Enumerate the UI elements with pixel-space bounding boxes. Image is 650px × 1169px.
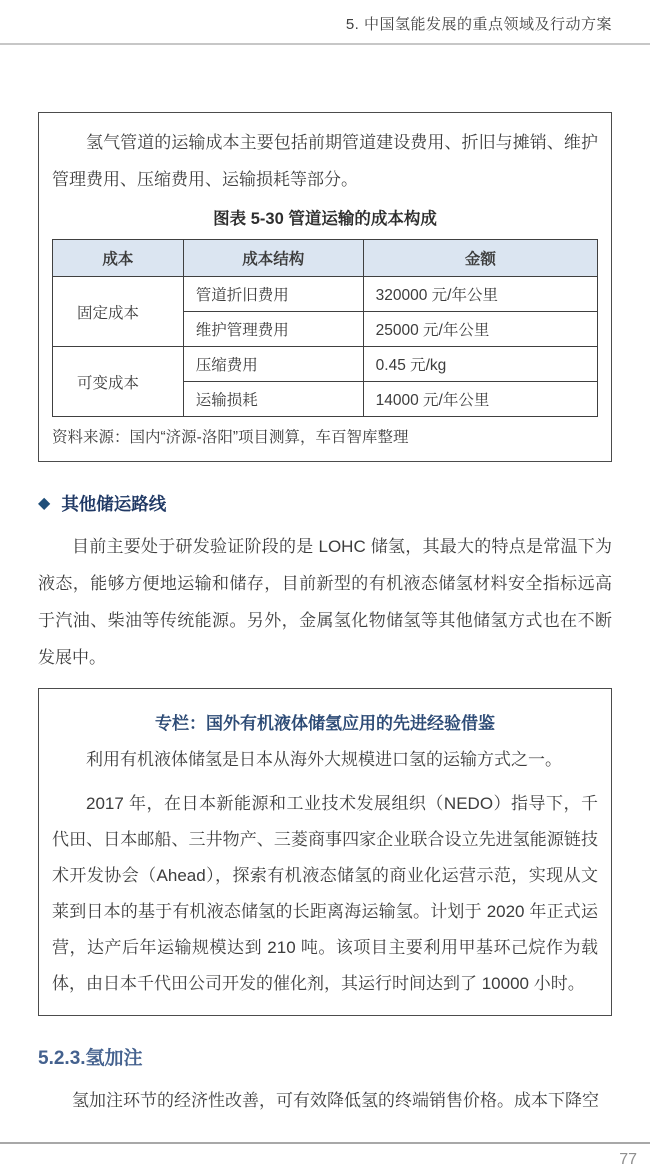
other-routes-paragraph: 目前主要处于研发验证阶段的是 LOHC 储氢，其最大的特点是常温下为液态，能够方便地运输和储存，目前新型的有机液态储氢材料安全指标远高于汽油、柴油等传统能源。另外，金属氢化物储氢等其他储氢方式也在不断发展中。 <box>38 537 612 667</box>
pipeline-cost-box <box>38 112 612 462</box>
table-source-note: 资料来源：国内“济源-洛阳”项目测算，车百智库整理 <box>52 429 409 446</box>
page-number: 77 <box>619 1151 637 1168</box>
cell-structure: 压缩费用 <box>183 347 363 382</box>
table-header-row <box>53 240 598 277</box>
column-paragraph: 利用有机液体储氢是日本从海外大规模进口氢的运输方式之一。 <box>86 750 562 769</box>
cell-structure: 运输损耗 <box>183 382 363 417</box>
cell-amount: 320000 元/年公里 <box>363 277 597 312</box>
column-header-structure: 成本结构 <box>183 240 363 277</box>
pipeline-cost-paragraph: 氢气管道的运输成本主要包括前期管道建设费用、折旧与摊销、维护管理费用、压缩费用、运输损耗等部分。 <box>52 133 598 189</box>
table-row <box>53 277 598 312</box>
running-title: 5. 中国氢能发展的重点领域及行动方案 <box>345 16 612 33</box>
section-other-routes-title: 其他储运路线 <box>61 494 167 514</box>
section-other-routes-heading <box>38 491 612 516</box>
refuel-paragraph: 氢加注环节的经济性改善，可有效降低氢的终端销售价格。成本下降空 <box>72 1091 599 1110</box>
cell-structure: 维护管理费用 <box>183 312 363 347</box>
pipeline-cost-table <box>52 239 598 417</box>
column-header-cost: 成本 <box>53 240 184 277</box>
category-variable-cost: 可变成本 <box>53 347 184 417</box>
special-column-box <box>38 688 612 1016</box>
header-divider <box>0 43 650 45</box>
cell-amount: 25000 元/年公里 <box>363 312 597 347</box>
page-header <box>0 0 650 34</box>
section-5-2-3-heading: 5.2.3.氢加注 <box>38 1048 143 1069</box>
page-footer <box>0 1142 650 1169</box>
column-header-amount: 金额 <box>363 240 597 277</box>
cell-amount: 14000 元/年公里 <box>363 382 597 417</box>
diamond-bullet-icon: ◆ <box>38 494 51 512</box>
column-paragraph: 2017 年，在日本新能源和工业技术发展组织（NEDO）指导下，千代田、日本邮船、三井物产、三菱商事四家企业联合设立先进氢能源链技术开发协会（Ahead），探索有机液态储氢的商业化运营示范，实现从文莱到日本的基于有机液态储氢的长距离海运输氢。计划于 2020 年正式运营，达产后年运输规模达到 210 吨。该项目主要利用甲基环己烷作为载体，由日本千代田公司开发的催化剂，其运行时间达到了 10000 小时。 <box>52 794 598 993</box>
column-box-title: 专栏：国外有机液体储氢应用的先进经验借鉴 <box>155 714 495 733</box>
table-caption: 图表 5-30 管道运输的成本构成 <box>213 210 437 228</box>
table-row <box>53 347 598 382</box>
cell-structure: 管道折旧费用 <box>183 277 363 312</box>
category-fixed-cost: 固定成本 <box>53 277 184 347</box>
cell-amount: 0.45 元/kg <box>363 347 597 382</box>
